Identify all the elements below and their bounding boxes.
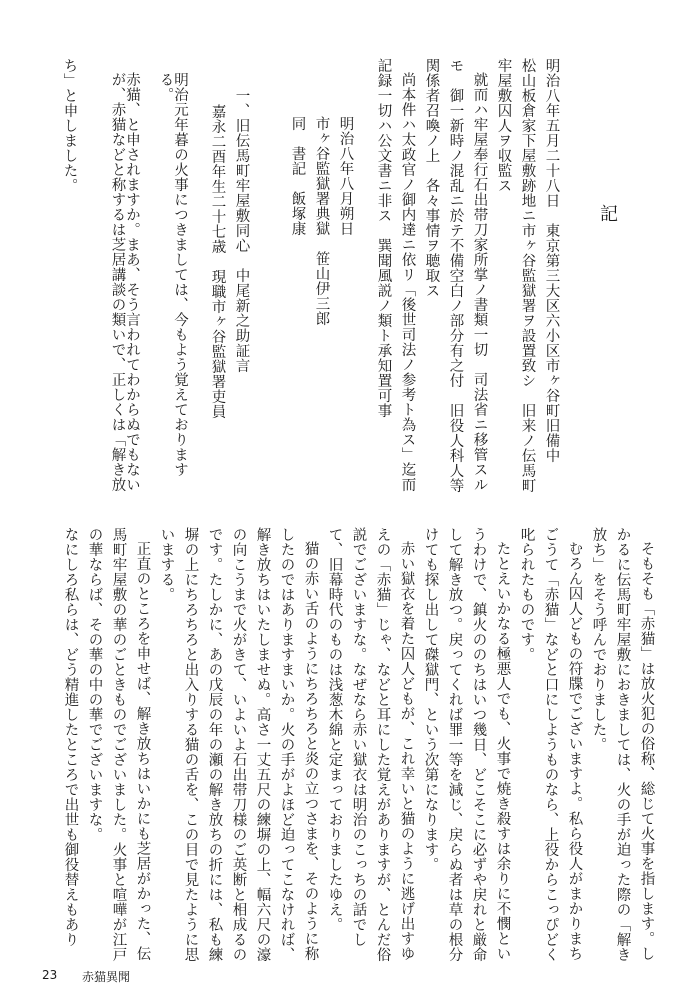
body-line: の華ならば、その華の中の華でございますな。 (86, 527, 103, 842)
body-line: 猫の赤い舌のようにちろちろと炎の立つさまを、そのように称 (302, 541, 319, 961)
body-line: 馬町牢屋敷の華のごときものでございました。火事と喧嘩が江戸 (110, 527, 127, 962)
record-heading: 記 (597, 204, 618, 224)
body-line: 正直のところを申せば、解き放ちはいかにも芝居がかった、伝 (134, 541, 151, 961)
body-line: 塀の上にちろちろと出入りする猫の舌を、この目で見たように思 (182, 527, 199, 962)
body-line: 放ち」をそう呼んでおりました。 (590, 527, 607, 752)
testimony-paragraph (158, 72, 187, 496)
record-line: モ 御一新時ノ混乱ニ於テ不備空白ノ部分有之付 旧役人科人等 (447, 58, 464, 493)
body-line: したのではありますまいか。火の手がよほど迫ってこなければ、 (278, 527, 295, 962)
body-line: そもそも「赤猫」は放火犯の俗称、総じて火事を指します。し (638, 541, 655, 961)
body-line: 説でございますな。なぜなら赤い獄衣は明治のこっちの話でし (350, 527, 367, 947)
record-clerk: 同 書記 飯塚康 (289, 116, 306, 236)
testimony-paragraph (110, 72, 139, 496)
body-line: むろん囚人どもの符牒でございますよ。私ら役人がまかりまち (566, 541, 583, 961)
record-line: 松山板倉家下屋敷跡地ニ市ヶ谷監獄署ヲ設置致シ 旧来ノ伝馬町 (519, 58, 536, 493)
body-line: けても探し出して磔獄門、という次第になります。 (422, 527, 439, 872)
testimony-paragraph: ち」と申しました。 (61, 58, 78, 193)
body-line: 赤い獄衣を着た囚人どもが、これ幸いと猫のように逃げ出すゆ (398, 541, 415, 961)
body-line: たとえいかなる極悪人でも、火事で焼き殺すは余りに不憫とい (494, 541, 511, 961)
page-number: 23 (42, 968, 58, 982)
record-line: 尚本件ハ太政官ノ御内達ニ依リ「後世司法ノ参考ト為ス」迄而 (399, 72, 416, 492)
record-date: 明治八年八月朔日 (337, 116, 354, 236)
body-line: して解き放つ。戻ってくれば罪一等を減じ、戻らぬ者は草の根分 (446, 527, 463, 962)
paragraph-text: 明治元年暮の火事につきましては、今もよう覚えておりまする。 (157, 72, 188, 477)
testimony-title: 一、旧伝馬町牢屋敷同心 中尾新之助証言 (233, 88, 250, 373)
body-line: いまする。 (158, 527, 175, 602)
body-line: うわけで、鎮火ののちはいつ幾日、どこそこに必ずや戻れと厳命 (470, 527, 487, 962)
body-line: えの「赤猫」じゃ、などと耳にした覚えがありますが、とんだ俗 (374, 527, 391, 962)
body-line: です。たしかに、あの戊辰の年の瀬の解き放ちの折には、私も練 (206, 527, 223, 962)
body-line: 解き放ちはいたしませぬ。高さ一丈五尺の練塀の上、幅六尺の濠 (254, 527, 271, 962)
body-line: の向こうまで火がきて、いよいよ石出帯刀様のご英断と相成るの (230, 527, 247, 962)
testimony-subtitle: 嘉永二酉年生二十七歳 現職市ヶ谷監獄署吏員 (209, 104, 226, 419)
running-title: 赤猫異聞 (82, 970, 131, 984)
body-line: 叱られたものです。 (518, 527, 535, 662)
body-line: なにしろ私らは、どう精進したところで出世も御役替えもあり (62, 527, 79, 947)
record-line: 記録一切ハ公文書ニ非ス 巽聞風説ノ類ト承知置可事 (375, 58, 392, 418)
paragraph-text: 赤猫、と申されますか。まあ、そう言われてわからぬでもないが、赤猫などと称するは芝居講談の類いで、正しくは「解き放 (109, 72, 140, 492)
body-line: ごうて「赤猫」などと口にしようものなら、上役からこっぴどく (542, 527, 559, 962)
record-signatory: 市ヶ谷監獄署典獄 笹山伊三郎 (313, 116, 330, 326)
record-line: 関係者召喚ノ上 各々事情ヲ聴取ス (423, 58, 440, 298)
record-line: 明治八年五月二十八日 東京第三大区六小区市ヶ谷町旧備中 (543, 58, 560, 463)
record-line: 牢屋敷囚人ヲ収監ス (495, 58, 512, 193)
body-line: かるに伝馬町牢屋敷におきましては、火の手が迫った際の「解き (614, 527, 631, 962)
body-line: て、旧幕時代のものは浅葱木綿と定まっておりましたゆえ。 (326, 527, 343, 932)
record-line: 就而ハ牢屋奉行石出帯刀家所掌ノ書類一切 司法省ニ移管スル (471, 72, 488, 492)
